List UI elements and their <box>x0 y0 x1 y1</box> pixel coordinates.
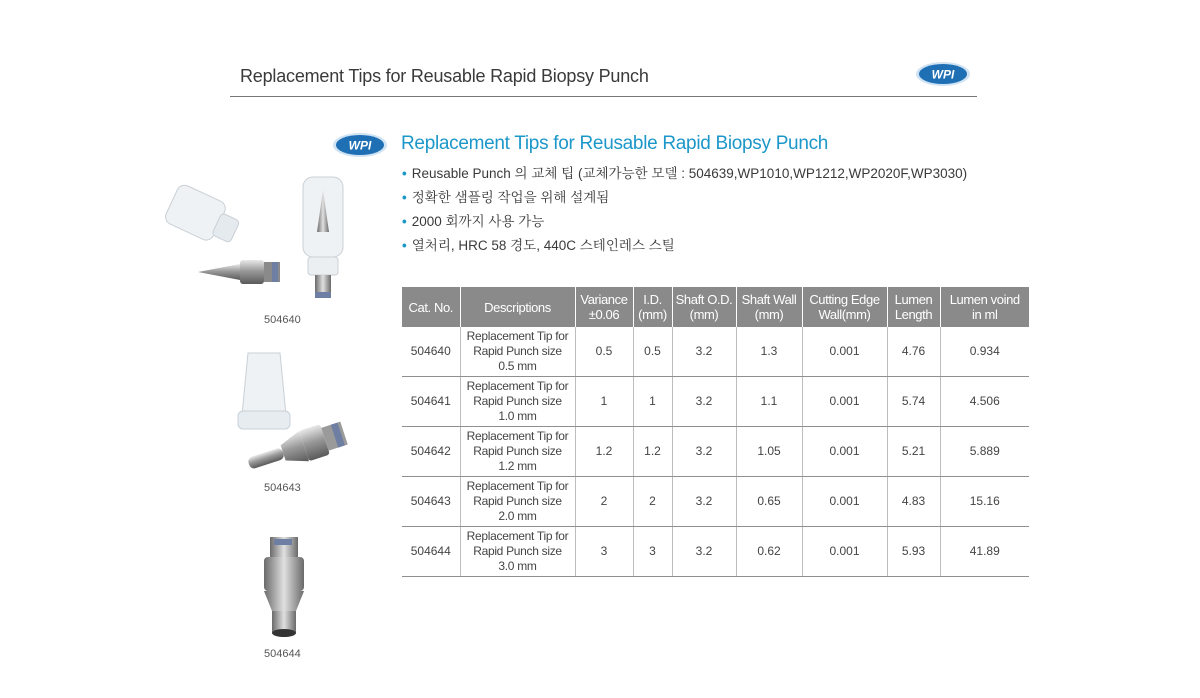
cell-shaft-od: 3.2 <box>672 327 736 377</box>
table-row <box>402 327 1029 377</box>
cell-cat-no: 504640 <box>402 327 460 377</box>
bullet-icon: • <box>402 238 407 253</box>
feature-item: • 열처리, HRC 58 경도, 440C 스테인레스 스틸 <box>402 238 675 253</box>
col-header-cutting-edge: Cutting Edge Wall(mm) <box>802 287 887 327</box>
assembled-punch-icon <box>303 177 343 298</box>
col-header-cat-no: Cat. No. <box>402 287 460 327</box>
cell-shaft-od: 3.2 <box>672 377 736 427</box>
tip-icon <box>264 537 304 637</box>
col-header-lumen-length: Lumen Length <box>887 287 940 327</box>
product-image-504643 <box>230 345 360 475</box>
col-header-shaft-wall: Shaft Wall (mm) <box>736 287 802 327</box>
wpi-logo-text: WPI <box>348 138 372 153</box>
cell-lumen-void: 15.16 <box>940 477 1029 527</box>
cell-cat-no: 504642 <box>402 427 460 477</box>
cell-description: Replacement Tip for Rapid Punch size 1.2 mm <box>460 427 575 477</box>
cell-description: Replacement Tip for Rapid Punch size 1.0 mm <box>460 377 575 427</box>
cell-lumen-void: 0.934 <box>940 327 1029 377</box>
cell-shaft-od: 3.2 <box>672 427 736 477</box>
cell-lumen-void: 5.889 <box>940 427 1029 477</box>
bullet-icon: • <box>402 214 407 229</box>
cell-cat-no: 504644 <box>402 527 460 577</box>
cell-variance: 1 <box>575 377 633 427</box>
bullet-icon: • <box>402 190 407 205</box>
cell-variance: 3 <box>575 527 633 577</box>
cell-lumen-length: 4.76 <box>887 327 940 377</box>
wpi-logo-text: WPI <box>931 67 955 82</box>
cell-lumen-void: 4.506 <box>940 377 1029 427</box>
cell-cutting-edge: 0.001 <box>802 327 887 377</box>
product-label: 504643 <box>264 482 301 494</box>
cell-cutting-edge: 0.001 <box>802 427 887 477</box>
cell-lumen-void: 41.89 <box>940 527 1029 577</box>
cell-id: 1.2 <box>633 427 672 477</box>
page-header-title: Replacement Tips for Reusable Rapid Biopsy Punch <box>240 66 649 86</box>
table-header-row <box>402 287 1029 327</box>
bullet-icon: • <box>402 166 407 181</box>
table-row <box>402 477 1029 527</box>
col-header-shaft-od: Shaft O.D. (mm) <box>672 287 736 327</box>
wpi-logo-icon <box>332 132 388 158</box>
product-label: 504640 <box>264 314 301 326</box>
cell-cutting-edge: 0.001 <box>802 477 887 527</box>
col-header-descriptions: Descriptions <box>460 287 575 327</box>
cell-lumen-length: 5.21 <box>887 427 940 477</box>
col-header-variance: Variance ±0.06 <box>575 287 633 327</box>
cell-description: Replacement Tip for Rapid Punch size 0.5 mm <box>460 327 575 377</box>
cell-shaft-od: 3.2 <box>672 527 736 577</box>
cell-id: 0.5 <box>633 327 672 377</box>
wpi-logo-icon <box>915 61 971 87</box>
cell-shaft-wall: 1.3 <box>736 327 802 377</box>
product-image-504644 <box>250 535 320 645</box>
table-row <box>402 377 1029 427</box>
cell-lumen-length: 4.83 <box>887 477 940 527</box>
cell-description: Replacement Tip for Rapid Punch size 2.0 mm <box>460 477 575 527</box>
clear-cap-icon <box>163 183 244 251</box>
spec-table <box>402 287 1029 577</box>
cell-variance: 0.5 <box>575 327 633 377</box>
feature-item: • 정확한 샘플링 작업을 위해 설계됨 <box>402 190 610 205</box>
feature-item: • Reusable Punch 의 교체 팁 (교체가능한 모델 : 504639,WP1010,WP1212,WP2020F,WP3030) <box>402 166 968 181</box>
feature-item: • 2000 회까지 사용 가능 <box>402 214 545 229</box>
col-header-id: I.D. (mm) <box>633 287 672 327</box>
feature-list <box>402 164 967 260</box>
cell-lumen-length: 5.93 <box>887 527 940 577</box>
cell-variance: 2 <box>575 477 633 527</box>
col-header-lumen-void: Lumen voind in ml <box>940 287 1029 327</box>
section-title: Replacement Tips for Reusable Rapid Biopsy Punch <box>401 133 829 154</box>
cell-cat-no: 504641 <box>402 377 460 427</box>
cell-shaft-od: 3.2 <box>672 477 736 527</box>
cell-lumen-length: 5.74 <box>887 377 940 427</box>
cell-id: 3 <box>633 527 672 577</box>
cell-shaft-wall: 1.05 <box>736 427 802 477</box>
cell-cutting-edge: 0.001 <box>802 527 887 577</box>
cell-description: Replacement Tip for Rapid Punch size 3.0 mm <box>460 527 575 577</box>
cell-id: 1 <box>633 377 672 427</box>
cell-cutting-edge: 0.001 <box>802 377 887 427</box>
cell-variance: 1.2 <box>575 427 633 477</box>
cell-shaft-wall: 1.1 <box>736 377 802 427</box>
cell-shaft-wall: 0.65 <box>736 477 802 527</box>
cell-id: 2 <box>633 477 672 527</box>
table-row <box>402 427 1029 477</box>
header-divider <box>230 96 977 97</box>
product-label: 504644 <box>264 648 301 660</box>
product-image-504640 <box>160 172 360 312</box>
cell-shaft-wall: 0.62 <box>736 527 802 577</box>
cell-cat-no: 504643 <box>402 477 460 527</box>
table-row <box>402 527 1029 577</box>
clear-cap-icon <box>238 353 290 429</box>
tip-icon <box>198 260 280 284</box>
